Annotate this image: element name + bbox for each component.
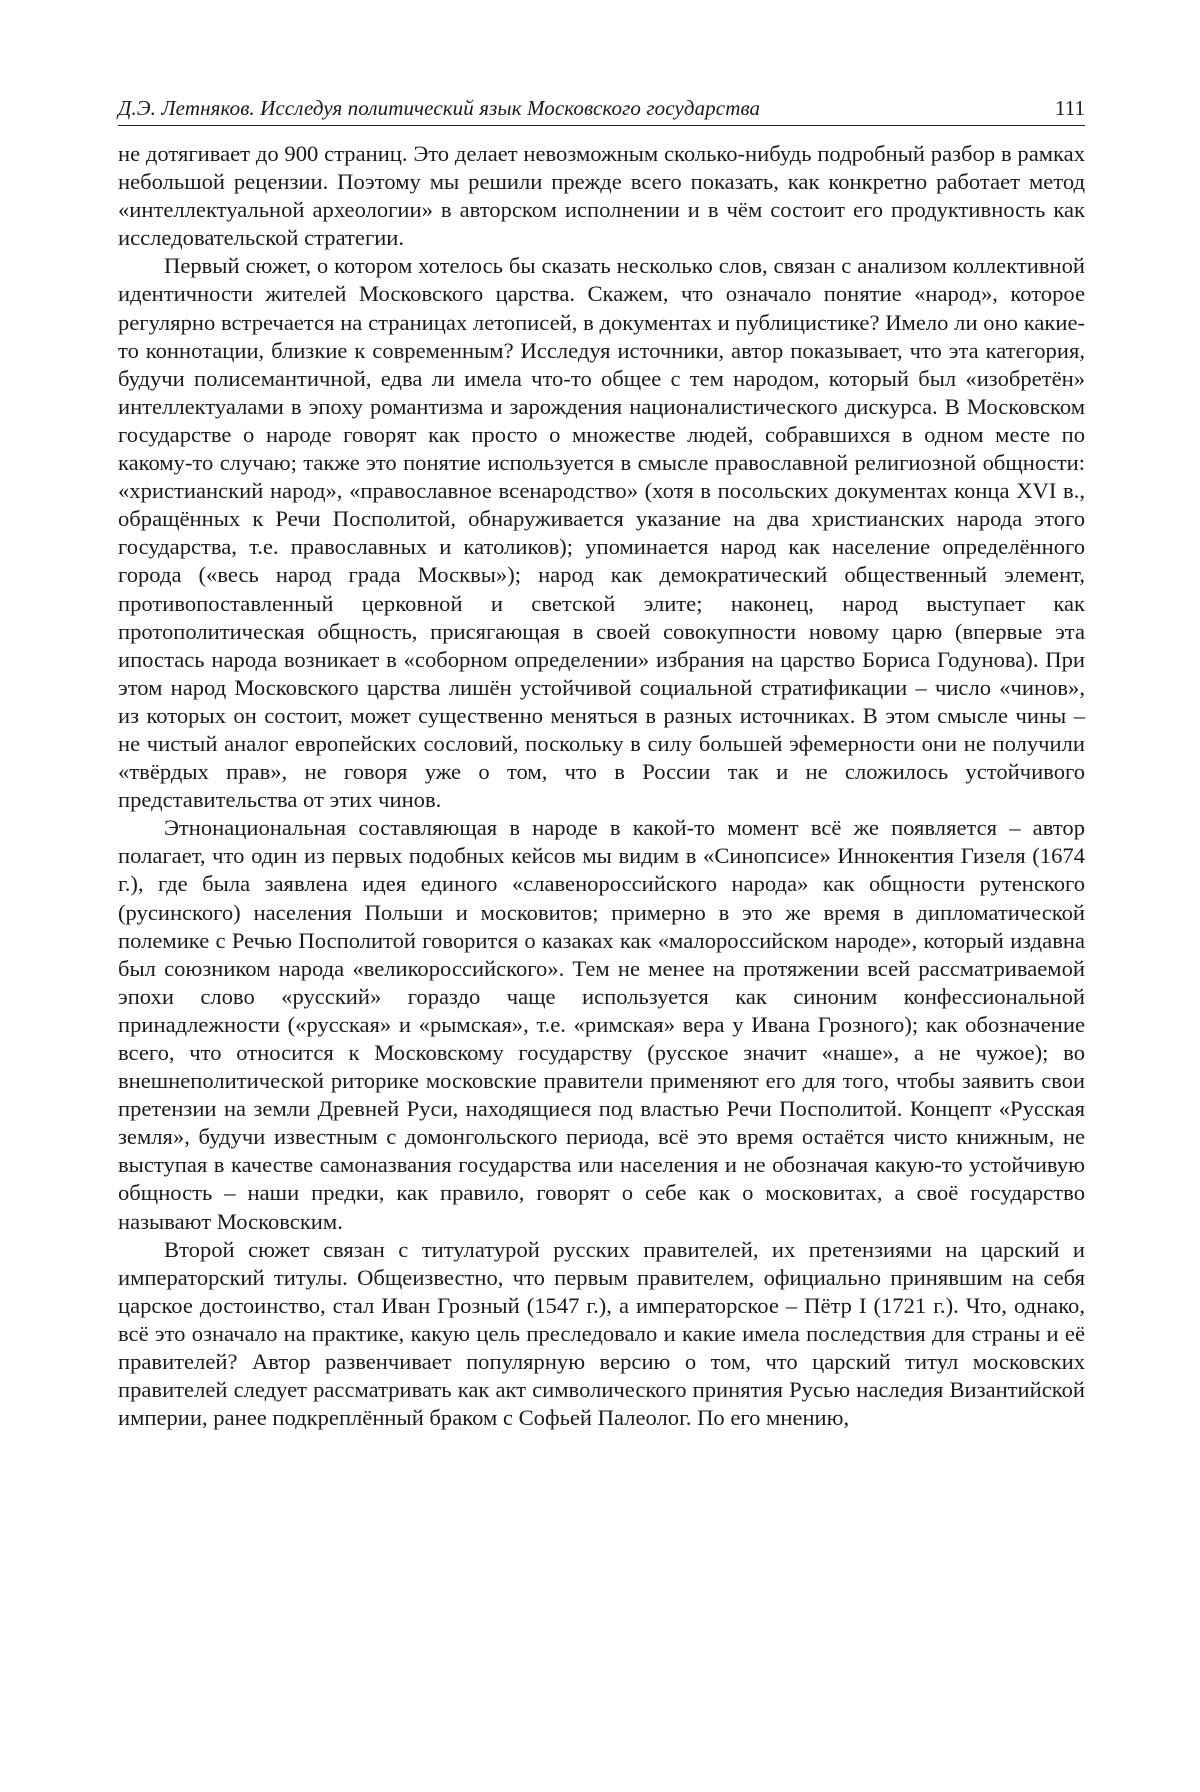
- running-head: [118, 92, 1085, 126]
- paragraph-continuation: не дотягивает до 900 страниц. Это делает невозможным сколько-нибудь подробный разбор в рамках небольшой рецензии. Поэтому мы решили прежде всего показать, как конкретно работает метод «интеллектуальной археологии» в авторском исполнении и в чём состоит его продуктивность как исследовательской стратегии.: [118, 141, 1085, 251]
- paragraph-titles: Второй сюжет связан с титулатурой русских правителей, их претензиями на царский и императорский титулы. Общеизвестно, что первым правителем, официально принявшим на себя царское достоинство, стал Иван Грозный (1547 г.), а императорское – Пётр I (1721 г.). Что, однако, всё это означало на практике, какую цель преследовало и какие имела последствия для страны и её правителей? Автор развенчивает популярную версию о том, что царский титул московских правителей следует рассматривать как акт символического принятия Русью наследия Византийской империи, ранее подкреплённый браком с Софьей Палеолог. По его мнению,: [118, 1236, 1085, 1431]
- paragraph-people-identity: Первый сюжет, о котором хотелось бы сказать несколько слов, связан с анализом коллективной идентичности жителей Московского царства. Скажем, что означало понятие «народ», которое регулярно встречается на страницах летописей, в документах и публицистике? Имело ли оно какие-то коннотации, близкие к современным? Исследуя источники, автор показывает, что эта категория, будучи полисемантичной, едва ли имела что-то общее с тем народом, который был «изобретён» интеллектуалами в эпоху романтизма и зарождения националистического дискурса. В Московском государстве о народе говорят как просто о множестве людей, собравшихся в одном месте по какому-то случаю; также это понятие используется в смысле православной религиозной общности: «христианский народ», «православное всенародство» (хотя в посольских документах конца XVI в., обращённых к Речи Посполитой, обнаруживается указание на два христианских народа этого государства, т.е. православных и католиков); упоминается народ как население определённого города («весь народ града Москвы»); народ как демократический общественный элемент, противопоставленный церковной и светской элите; наконец, народ выступает как протополитическая общность, присягающая в своей совокупности новому царю (впервые эта ипостась народа возникает в «соборном определении» избрания на царство Бориса Годунова). При этом народ Московского царства лишён устойчивой социальной стратификации – число «чинов», из которых он состоит, может существенно меняться в разных источниках. В этом смысле чины – не чистый аналог европейских сословий, поскольку в силу большей эфемерности они не получили «твёрдых прав», не говоря уже о том, что в России так и не сложилось устойчивого представительства от этих чинов.: [118, 253, 1085, 813]
- page-number: 111: [1055, 96, 1085, 120]
- review-body-text: [118, 140, 1085, 1432]
- paragraph-ethnonational: Этнонациональная составляющая в народе в какой-то момент всё же появляется – автор полагает, что один из первых подобных кейсов мы видим в «Синопсисе» Иннокентия Гизеля (1674 г.), где была заявлена идея единого «славенороссийского народа» как общности рутенского (русинского) населения Польши и московитов; примерно в это же время в дипломатической полемике с Речью Посполитой говорится о казаках как «малороссийском народе», который издавна был союзником народа «великороссийского». Тем не менее на протяжении всей рассматриваемой эпохи слово «русский» гораздо чаще используется как синоним конфессиональной принадлежности («русская» и «рымская», т.е. «римская» вера у Ивана Грозного); как обозначение всего, что относится к Московскому государству (русское значит «наше», а не чужое); во внешнеполитической риторике московские правители применяют его для того, чтобы заявить свои претензии на земли Древней Руси, находящиеся под властью Речи Посполитой. Концепт «Русская земля», будучи известным с домонгольского периода, всё это время остаётся чисто книжным, не выступая в качестве самоназвания государства или населения и не обозначая какую-то устойчивую общность – наши предки, как правило, говорят о себе как о московитах, а своё государство называют Московским.: [118, 815, 1085, 1234]
- running-title: Д.Э. Летняков. Исследуя политический язык Московского государства: [118, 96, 761, 120]
